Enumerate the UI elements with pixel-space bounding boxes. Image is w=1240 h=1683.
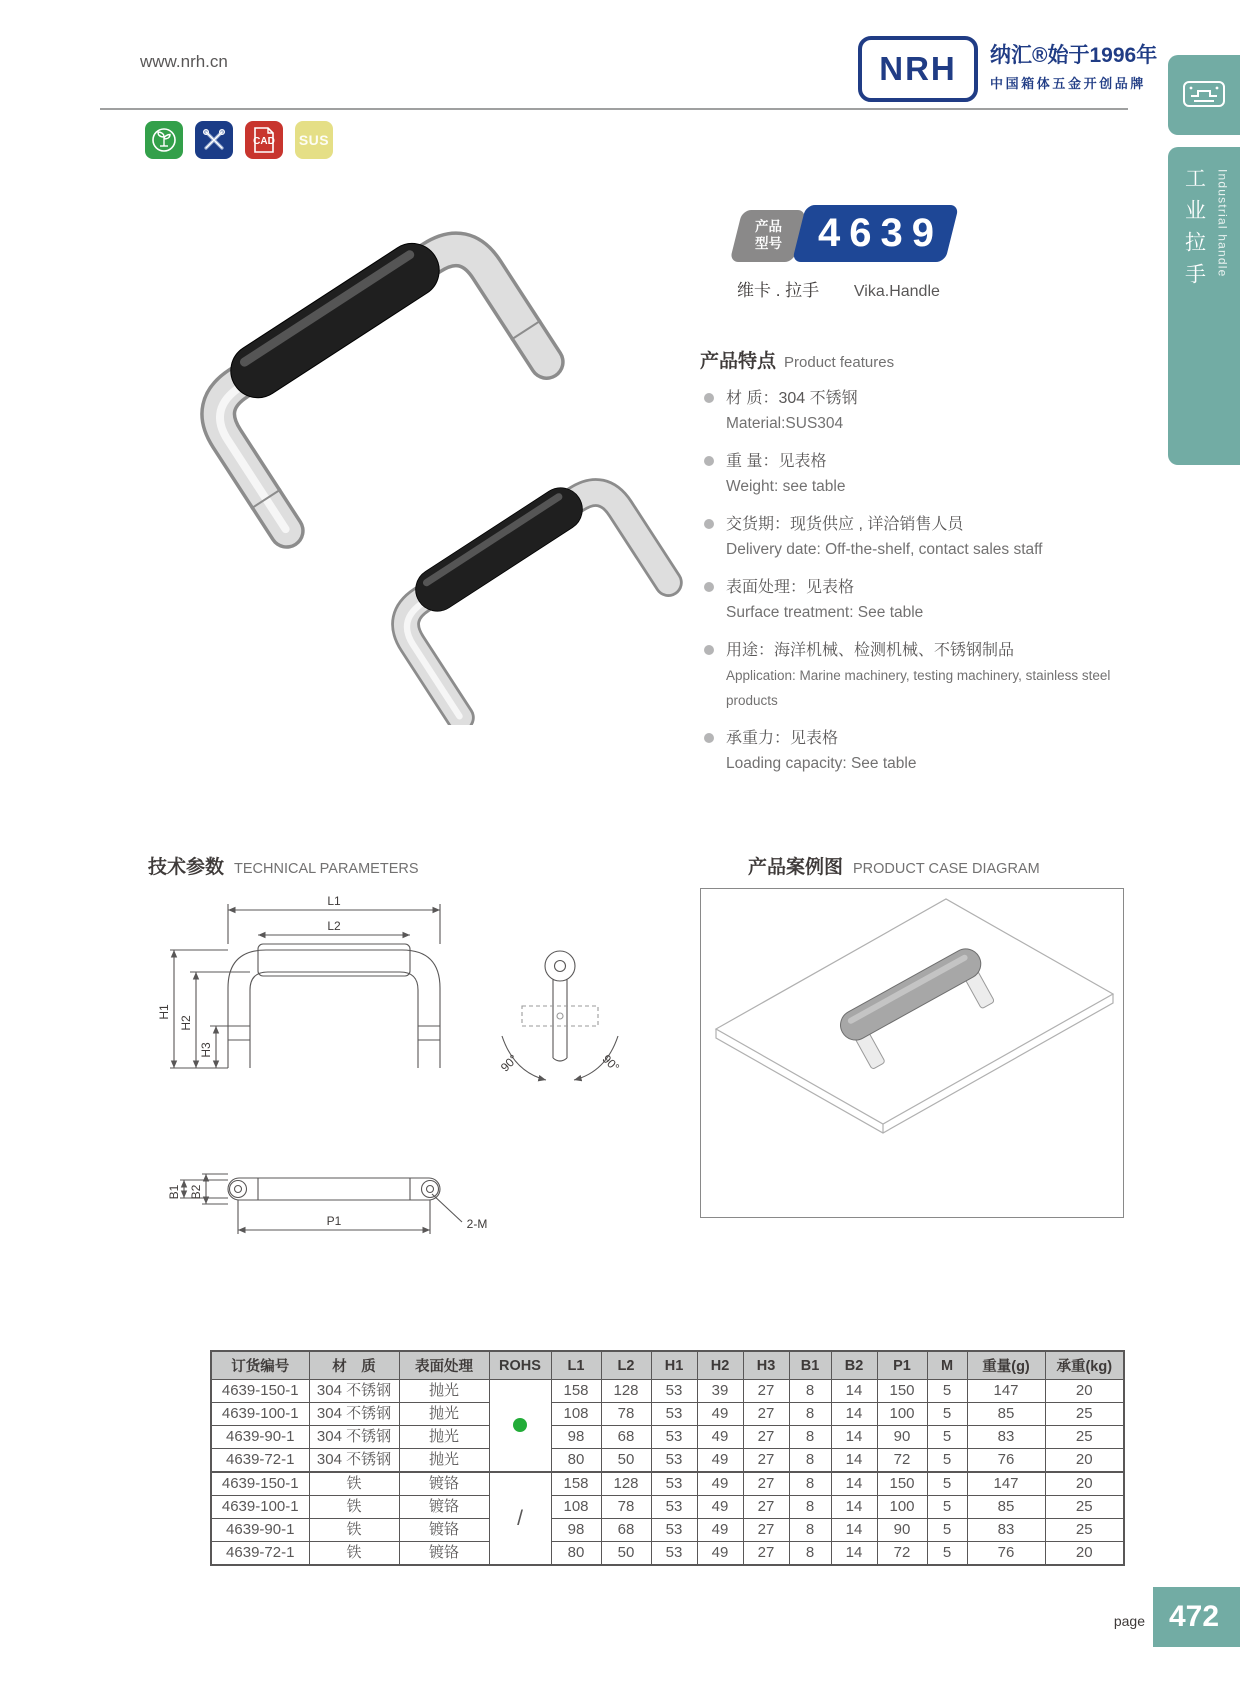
table-cell: 5 xyxy=(927,1403,967,1426)
spec-table-body xyxy=(211,1380,1124,1566)
col-l1: L1 xyxy=(551,1351,601,1380)
col-h1: H1 xyxy=(651,1351,697,1380)
section-technical-parameters: 技术参数 TECHNICAL PARAMETERS xyxy=(148,857,419,878)
sus-badge-label: SUS xyxy=(298,132,330,148)
table-row xyxy=(211,1496,1124,1519)
page-number: 472 xyxy=(1169,1600,1220,1633)
col-weight: 重量(g) xyxy=(967,1351,1045,1380)
table-cell: 14 xyxy=(831,1519,877,1542)
table-cell: 25 xyxy=(1045,1426,1124,1449)
table-cell: 14 xyxy=(831,1449,877,1473)
table-cell: 镀铬 xyxy=(399,1519,489,1542)
table-cell: 27 xyxy=(743,1449,789,1473)
table-cell: 80 xyxy=(551,1449,601,1473)
nrh-logo-text: NRH xyxy=(879,50,957,87)
spec-table xyxy=(210,1350,1125,1566)
feature-weight: 重 量：见表格 Weight: see table xyxy=(700,449,1140,499)
table-cell: 抛光 xyxy=(399,1403,489,1426)
table-cell: 304 不锈钢 xyxy=(309,1426,399,1449)
table-cell: 铁 xyxy=(309,1496,399,1519)
table-cell: 98 xyxy=(551,1426,601,1449)
rohs-cell xyxy=(489,1380,551,1473)
table-cell: 90 xyxy=(877,1426,927,1449)
table-cell: 14 xyxy=(831,1496,877,1519)
sprout-icon xyxy=(150,126,178,154)
features-title: 产品特点 Product features xyxy=(700,351,895,372)
model-tag-text: 产品 型号 xyxy=(754,219,782,251)
table-cell: 4639-72-1 xyxy=(211,1449,309,1473)
table-cell: 49 xyxy=(697,1542,743,1566)
table-cell: 4639-150-1 xyxy=(211,1472,309,1496)
table-cell: 4639-72-1 xyxy=(211,1542,309,1566)
model-number: 4639 xyxy=(817,211,943,255)
category-icon-tab[interactable] xyxy=(1168,55,1240,135)
table-cell: 20 xyxy=(1045,1542,1124,1566)
table-cell: 5 xyxy=(927,1449,967,1473)
table-cell: 5 xyxy=(927,1496,967,1519)
table-row xyxy=(211,1449,1124,1473)
header-divider xyxy=(100,108,1128,110)
table-cell: 50 xyxy=(601,1449,651,1473)
bullet-icon xyxy=(704,519,714,529)
table-cell: 27 xyxy=(743,1426,789,1449)
table-cell: 镀铬 xyxy=(399,1542,489,1566)
table-cell: 14 xyxy=(831,1472,877,1496)
table-cell: 76 xyxy=(967,1542,1045,1566)
technical-drawing xyxy=(140,878,685,1278)
col-rohs: ROHS xyxy=(489,1351,551,1380)
table-cell: 抛光 xyxy=(399,1380,489,1403)
table-cell: 72 xyxy=(877,1449,927,1473)
table-cell: 150 xyxy=(877,1380,927,1403)
angle-label-right: 90° xyxy=(599,1051,623,1075)
case-illustration xyxy=(701,889,1123,1217)
col-b2: B2 xyxy=(831,1351,877,1380)
dim-label-h1: H1 xyxy=(157,1004,171,1020)
table-cell: 50 xyxy=(601,1542,651,1566)
table-cell: 304 不锈钢 xyxy=(309,1380,399,1403)
col-order-no: 订货编号 xyxy=(211,1351,309,1380)
table-cell: 5 xyxy=(927,1519,967,1542)
col-material: 材 质 xyxy=(309,1351,399,1380)
handle-photo-large xyxy=(175,205,562,541)
table-cell: 90 xyxy=(877,1519,927,1542)
table-cell: 83 xyxy=(967,1426,1045,1449)
bullet-icon xyxy=(704,582,714,592)
table-cell: 27 xyxy=(743,1472,789,1496)
table-cell: 4639-100-1 xyxy=(211,1496,309,1519)
cad-badge xyxy=(245,121,283,159)
table-cell: 25 xyxy=(1045,1496,1124,1519)
table-cell: 78 xyxy=(601,1403,651,1426)
col-p1: P1 xyxy=(877,1351,927,1380)
table-cell: 14 xyxy=(831,1380,877,1403)
table-cell: 抛光 xyxy=(399,1426,489,1449)
table-row xyxy=(211,1426,1124,1449)
col-h3: H3 xyxy=(743,1351,789,1380)
table-cell: 53 xyxy=(651,1449,697,1473)
table-cell: 128 xyxy=(601,1472,651,1496)
table-cell: 49 xyxy=(697,1496,743,1519)
table-cell: 8 xyxy=(789,1426,831,1449)
table-cell: 108 xyxy=(551,1496,601,1519)
feature-loading: 承重力：见表格 Loading capacity: See table xyxy=(700,726,1140,776)
dim-label-b2: B2 xyxy=(189,1184,203,1200)
dim-label-b1: B1 xyxy=(167,1184,181,1200)
dim-label-h3: H3 xyxy=(199,1042,213,1058)
feature-surface: 表面处理：见表格 Surface treatment: See table xyxy=(700,575,1140,625)
table-cell: 158 xyxy=(551,1380,601,1403)
table-cell: 14 xyxy=(831,1426,877,1449)
table-cell: 27 xyxy=(743,1542,789,1566)
product-name-en: Vika.Handle xyxy=(853,283,940,300)
table-cell: 8 xyxy=(789,1449,831,1473)
table-cell: 27 xyxy=(743,1519,789,1542)
category-tab-industrial-handle[interactable] xyxy=(1168,147,1240,465)
table-cell: 85 xyxy=(967,1496,1045,1519)
handle-photo-small xyxy=(383,464,668,718)
table-cell: 25 xyxy=(1045,1403,1124,1426)
category-label-cn: 工业拉手 xyxy=(1182,167,1206,295)
dim-label-l2: L2 xyxy=(327,919,341,933)
table-cell: 8 xyxy=(789,1380,831,1403)
brand-slogan xyxy=(990,39,1157,92)
product-name-cn: 维卡 . 拉手 xyxy=(737,281,820,300)
table-cell: 128 xyxy=(601,1380,651,1403)
angle-label-left: 90° xyxy=(497,1051,521,1075)
dim-label-2m: 2-M xyxy=(466,1217,488,1231)
col-surface: 表面处理 xyxy=(399,1351,489,1380)
badge-row xyxy=(145,121,333,159)
tools-badge xyxy=(195,121,233,159)
rohs-cell: / xyxy=(489,1472,551,1565)
table-cell: 49 xyxy=(697,1426,743,1449)
table-cell: 53 xyxy=(651,1542,697,1566)
model-ribbon xyxy=(792,205,959,262)
table-cell: 108 xyxy=(551,1403,601,1426)
table-cell: 铁 xyxy=(309,1519,399,1542)
table-cell: 铁 xyxy=(309,1542,399,1566)
col-m: M xyxy=(927,1351,967,1380)
dim-label-p1: P1 xyxy=(326,1214,342,1228)
table-cell: 8 xyxy=(789,1496,831,1519)
table-cell: 68 xyxy=(601,1426,651,1449)
table-cell: 53 xyxy=(651,1403,697,1426)
table-cell: 53 xyxy=(651,1426,697,1449)
table-cell: 5 xyxy=(927,1380,967,1403)
nrh-logo xyxy=(858,36,978,102)
table-cell: 49 xyxy=(697,1472,743,1496)
table-cell: 4639-90-1 xyxy=(211,1426,309,1449)
table-cell: 53 xyxy=(651,1380,697,1403)
feature-application: 用途：海洋机械、检测机械、不锈钢制品 Application: Marine machinery, testing machinery, stainless steel products xyxy=(700,638,1140,713)
page-label: page xyxy=(1113,1613,1145,1629)
table-cell: 27 xyxy=(743,1380,789,1403)
table-cell: 14 xyxy=(831,1542,877,1566)
table-cell: 49 xyxy=(697,1449,743,1473)
table-cell: 304 不锈钢 xyxy=(309,1449,399,1473)
table-cell: 304 不锈钢 xyxy=(309,1403,399,1426)
bullet-icon xyxy=(704,456,714,466)
cad-badge-label: CAD xyxy=(253,136,275,147)
table-cell: 53 xyxy=(651,1519,697,1542)
table-cell: 8 xyxy=(789,1519,831,1542)
table-cell: 27 xyxy=(743,1403,789,1426)
table-cell: 76 xyxy=(967,1449,1045,1473)
table-cell: 150 xyxy=(877,1472,927,1496)
table-cell: 147 xyxy=(967,1380,1045,1403)
website-url[interactable]: www.nrh.cn xyxy=(140,52,228,71)
rohs-green-dot xyxy=(513,1418,527,1432)
col-l2: L2 xyxy=(601,1351,651,1380)
sus-badge xyxy=(295,121,333,159)
feature-material: 材 质：304 不锈钢 Material:SUS304 xyxy=(700,386,1140,436)
col-h2: H2 xyxy=(697,1351,743,1380)
table-cell: 20 xyxy=(1045,1380,1124,1403)
table-cell: 72 xyxy=(877,1542,927,1566)
product-name xyxy=(737,276,940,301)
table-cell: 49 xyxy=(697,1519,743,1542)
col-b1: B1 xyxy=(789,1351,831,1380)
product-photo-handles xyxy=(110,205,690,725)
table-cell: 27 xyxy=(743,1496,789,1519)
page-number-badge xyxy=(1153,1587,1240,1647)
table-cell: 98 xyxy=(551,1519,601,1542)
table-cell: 53 xyxy=(651,1496,697,1519)
section-product-case: 产品案例图 PRODUCT CASE DIAGRAM xyxy=(748,857,1040,878)
table-cell: 4639-90-1 xyxy=(211,1519,309,1542)
crossed-tools-icon xyxy=(201,127,227,153)
case-handle-icon xyxy=(1181,78,1227,112)
table-header-row xyxy=(211,1351,1124,1380)
table-cell: 83 xyxy=(967,1519,1045,1542)
table-row xyxy=(211,1542,1124,1566)
table-cell: 147 xyxy=(967,1472,1045,1496)
table-row xyxy=(211,1519,1124,1542)
table-cell: 78 xyxy=(601,1496,651,1519)
table-cell: 5 xyxy=(927,1426,967,1449)
brand-line1: 纳汇®始于1996年 xyxy=(990,44,1158,67)
table-cell: 158 xyxy=(551,1472,601,1496)
table-row xyxy=(211,1403,1124,1426)
table-row xyxy=(211,1472,1124,1496)
table-cell: 25 xyxy=(1045,1519,1124,1542)
table-cell: 53 xyxy=(651,1472,697,1496)
product-case-diagram xyxy=(700,888,1124,1218)
bullet-icon xyxy=(704,733,714,743)
feature-delivery: 交货期：现货供应 , 详洽销售人员 Delivery date: Off-the-shelf, contact sales staff xyxy=(700,512,1140,562)
table-cell: 镀铬 xyxy=(399,1496,489,1519)
table-cell: 4639-150-1 xyxy=(211,1380,309,1403)
table-cell: 85 xyxy=(967,1403,1045,1426)
table-cell: 8 xyxy=(789,1472,831,1496)
category-label-en: Industrial handle xyxy=(1215,169,1230,278)
table-row xyxy=(211,1380,1124,1403)
col-load: 承重(kg) xyxy=(1045,1351,1124,1380)
table-cell: 100 xyxy=(877,1496,927,1519)
product-features xyxy=(700,346,1140,776)
dim-label-l1: L1 xyxy=(327,894,341,908)
table-cell: 49 xyxy=(697,1403,743,1426)
table-cell: 抛光 xyxy=(399,1449,489,1473)
brand-line2: 中国箱体五金开创品牌 xyxy=(990,76,1147,91)
table-cell: 20 xyxy=(1045,1472,1124,1496)
bullet-icon xyxy=(704,645,714,655)
table-cell: 68 xyxy=(601,1519,651,1542)
table-cell: 8 xyxy=(789,1403,831,1426)
bottom-view xyxy=(180,1174,462,1234)
table-cell: 100 xyxy=(877,1403,927,1426)
table-cell: 14 xyxy=(831,1403,877,1426)
table-cell: 5 xyxy=(927,1542,967,1566)
table-cell: 铁 xyxy=(309,1472,399,1496)
table-cell: 镀铬 xyxy=(399,1472,489,1496)
table-cell: 5 xyxy=(927,1472,967,1496)
table-cell: 4639-100-1 xyxy=(211,1403,309,1426)
table-cell: 8 xyxy=(789,1542,831,1566)
bullet-icon xyxy=(704,393,714,403)
table-cell: 80 xyxy=(551,1542,601,1566)
eco-badge xyxy=(145,121,183,159)
dim-label-h2: H2 xyxy=(179,1015,193,1031)
table-cell: 39 xyxy=(697,1380,743,1403)
table-cell: 20 xyxy=(1045,1449,1124,1473)
